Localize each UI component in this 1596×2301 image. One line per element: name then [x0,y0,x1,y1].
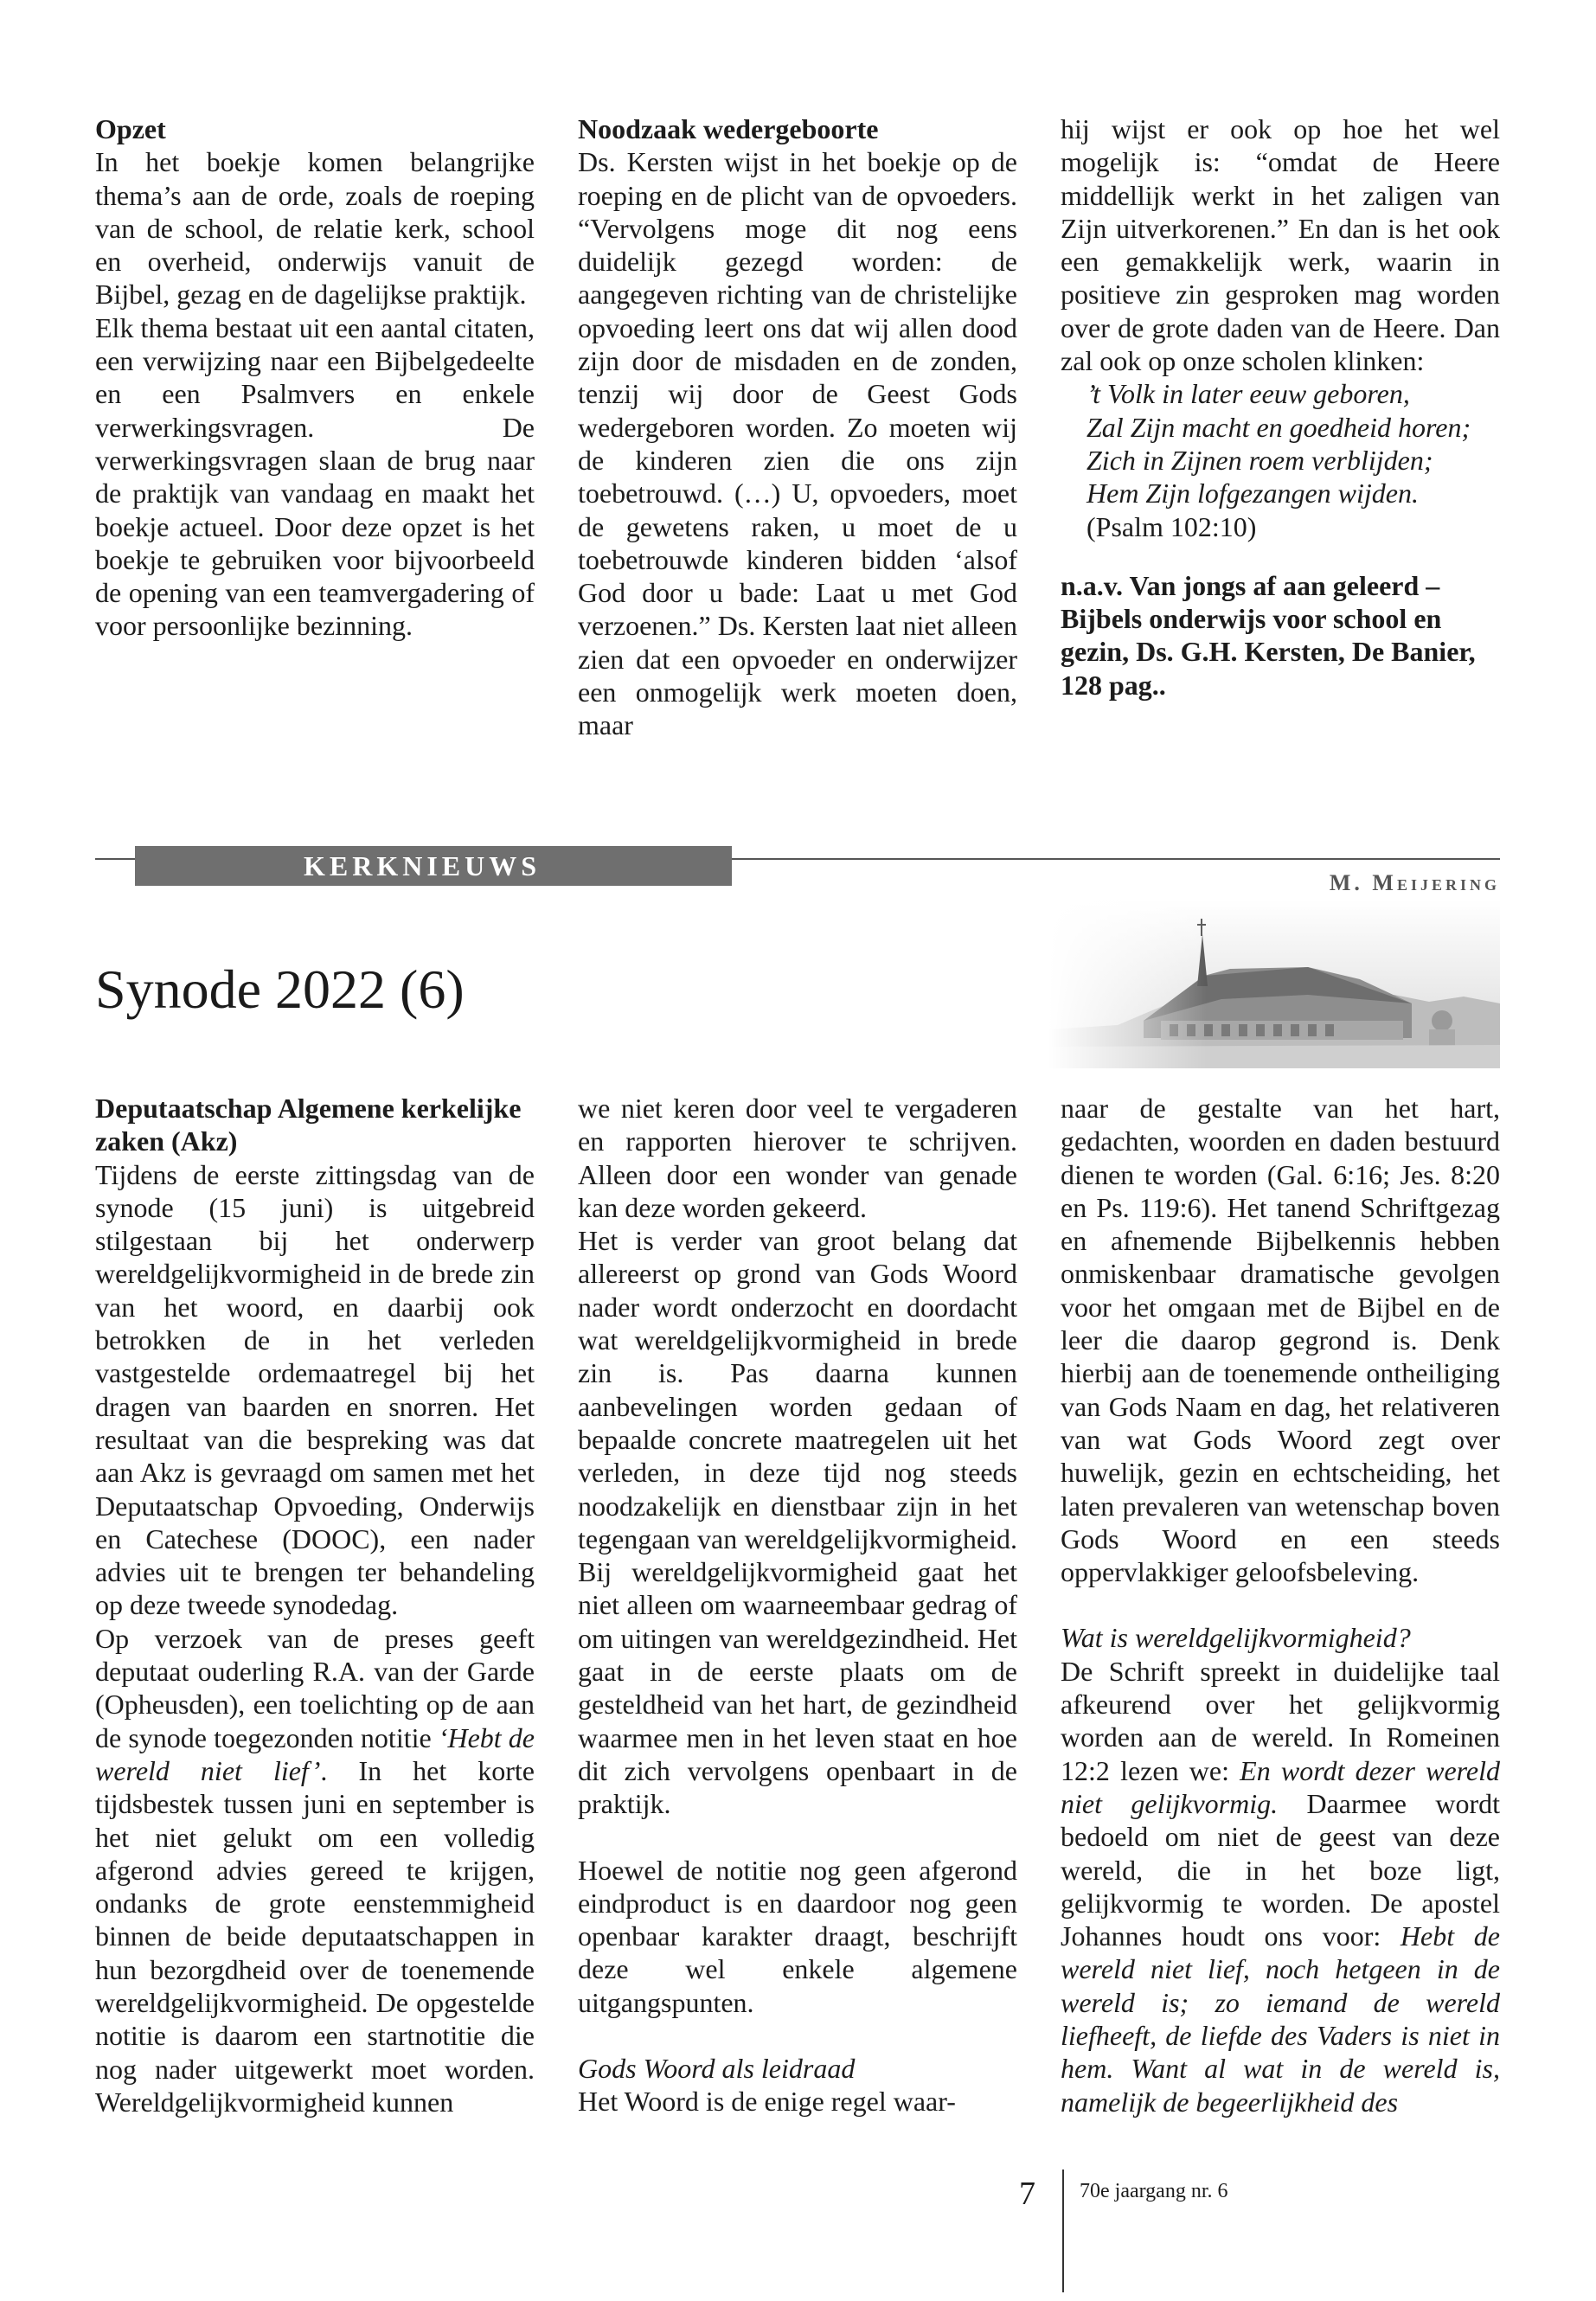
poem-line: ’t Volk in later eeuw geboren, [1086,378,1410,410]
poem-line: Hem Zijn lofgezangen wijden. [1086,478,1419,510]
psalm-reference: (Psalm 102:10) [1086,510,1257,542]
paragraph: In het boekje komen belangrijke thema’s aan de orde, zoals de roeping van de school, de relatie kerk, school en overheid, onderwijs vanuit de Bijbel, gezag en de dagelijkse praktijk. [95,146,535,311]
top-column-2 [578,112,1017,742]
paragraph: we niet keren door veel te vergaderen en rapporten hierover te schrijven. Alleen door een wonder van genade kan deze worden gekeerd. [578,1093,1017,1223]
paragraph: naar de gestalte van het hart, gedachten, woorden en daden bestuurd dienen te worden (Gal. 6:16; Jes. 8:20 en Ps. 119:6). Het tanend Schriftgezag en afnemende Bijbelkennis hebben onmiskenbaar dramatische gevolgen voor het omgaan met de Bijbel en de leer die daarop gegrond is. Denk hierbij aan de toenemende ontheiliging van Gods Naam en dag, het relativeren van wat Gods Woord zegt over huwelijk, gezin en echtscheiding, het laten prevaleren van wetenschap boven Gods Woord en een steeds oppervlakkiger geloofsbeleving. [1061,1093,1500,1588]
subheading: Wat is wereldgelijkvormigheid? [1061,1622,1411,1654]
church-illustration [1048,900,1500,1068]
author: M. Meijering [1329,870,1500,895]
section-banner [135,846,732,886]
paragraph: De Schrift spreekt in duidelijke taal afkeurend over het gelijkvormig worden aan de wereld. In Romeinen 12:2 lezen we: En wordt dezer wereld niet gelijkvormig. Daarmee wordt bedoeld om niet de geest van deze wereld, die in het boze ligt, gelijkvormig te worden. De apostel Johannes houdt ons voor: Hebt de wereld niet lief, noch hetgeen in de wereld is; zo iemand de wereld liefheeft, de liefde des Vaders is niet in hem. Want al wat in de wereld is, namelijk de begeerlijkheid des [1061,1655,1501,2118]
paragraph: Het is verder van groot belang dat allereerst op grond van Gods Woord nader wordt onderzocht en doordacht wat wereldgelijkvormigheid in brede zin is. Pas daarna kunnen aanbevelingen worden gedaan of bepaalde concrete maatregelen uit het verleden, in deze tijd nog steeds noodzakelijk en dienstbaar zijn in het tegengaan van wereldgelijkvormigheid. Bij wereldgelijkvormigheid gaat het niet alleen om waarneembaar gedrag of om uitingen van wereldgezindheid. Het gaat in de eerste plaats om de gesteldheid van het hart, de gezindheid waarmee men in het leven staat en hoe dit zich vervolgens openbaart in de praktijk. [578,1225,1017,1820]
psalm-quote [1061,377,1500,542]
top-column-3 [1061,112,1500,702]
section-heading: Deputaatschap Algemene kerkelijke zaken (Akz) [95,1093,522,1157]
bottom-column-1 [95,1092,535,2118]
paragraph: hij wijst er ook op hoe het wel mogelijk is: “omdat de Heere middellijk werkt in het zaligen van Zijn uitverkorenen.” En dan is het ook een gemakkelijk werk, waarin in positieve zin gesproken mag worden over de grote daden van de Heere. Dan zal ook op onze scholen klinken: [1061,113,1500,377]
section-heading: Noodzaak wedergeboorte [578,113,879,144]
paragraph: Het Woord is de enige regel waar- [578,2086,956,2118]
page-number: 7 [1019,2176,1035,2212]
paragraph: Op verzoek van de preses geeft deputaat ouderling R.A. van der Garde (Opheusden), een toelichting op de aan de synode toegezonden notitie ‘Hebt de wereld niet lief’. In het korte tijdsbestek tussen juni en september is het niet gelukt om een volledig afgerond advies gereed te krijgen, ondanks de grote eenstemmigheid binnen de beide deputaatschappen in hun bezorgdheid over de toenemende wereldgelijkvormigheid. De opgestelde notitie is daarom een startnotitie die nog nader uitgewerkt moet worden. Wereldgelijkvormigheid kunnen [95,1622,535,2118]
footer-divider [1062,2170,1064,2292]
paragraph: Hoewel de notitie nog geen afgerond eindproduct is en daardoor nog geen openbaar karakter draagt, beschrijft deze wel enkele algemene uitgangspunten. [578,1854,1017,2018]
bottom-column-3 [1061,1092,1500,2118]
paragraph: Ds. Kersten wijst in het boekje op de roeping en de plicht van de opvoeders. “Vervolgens moge dit nog eens duidelijk gezegd worden: de aangegeven richting van de christelijke opvoeding leert ons dat wij allen dood zijn door de misdaden en de zonden, tenzij wij door de Geest Gods wedergeboren worden. Zo moeten wij de kinderen zien die ons zijn toebetrouwd. (…) U, opvoeders, moet de gewetens raken, u moet de u toebetrouwde kinderen bidden ‘alsof God door u bade: Laat u met God verzoenen.” Ds. Kersten laat niet alleen zien dat een opvoeder en onderwijzer een onmogelijk werk moeten doen, maar [578,146,1017,741]
issue-info: 70e jaargang nr. 6 [1080,2180,1228,2202]
paragraph: Elk thema bestaat uit een aantal citaten, een verwijzing naar een Bijbelgedeelte en een Psalmvers en enkele verwerkingsvragen. De verwerkingsvragen slaan de brug naar de praktijk van vandaag en maakt het boekje actueel. Door deze opzet is het boekje te gebruiken voor bijvoorbeeld de opening van een teamvergadering of voor persoonlijke bezinning. [95,311,535,642]
page-title: Synode 2022 (6) [95,958,465,1020]
subheading: Gods Woord als leidraad [578,2053,856,2085]
poem-line: Zal Zijn macht en goedheid horen; [1086,411,1471,443]
bottom-column-2 [578,1092,1017,2118]
section-label: KERKNIEUWS [304,850,542,881]
section-heading: Opzet [95,113,166,144]
book-reference: n.a.v. Van jongs af aan geleerd – Bijbels onderwijs voor school en gezin, Ds. G.H. Kersten, De Banier, 128 pag.. [1061,569,1476,701]
paragraph: Tijdens de eerste zittingsdag van de synode (15 juni) is uitgebreid stilgestaan bij het onderwerp wereldgelijkvormigheid in de brede zin van het woord, en daarbij ook betrokken de in het verleden vastgestelde ordemaatregel bij het dragen van baarden en snorren. Het resultaat van die bespreking was dat aan Akz is gevraagd om samen met het Deputaatschap Opvoeding, Onderwijs en Catechese (DOOC), een nader advies uit te brengen ter behandeling op deze tweede synodedag. [95,1158,535,1621]
poem-line: Zich in Zijnen roem verblijden; [1086,444,1433,476]
top-column-1 [95,112,535,643]
